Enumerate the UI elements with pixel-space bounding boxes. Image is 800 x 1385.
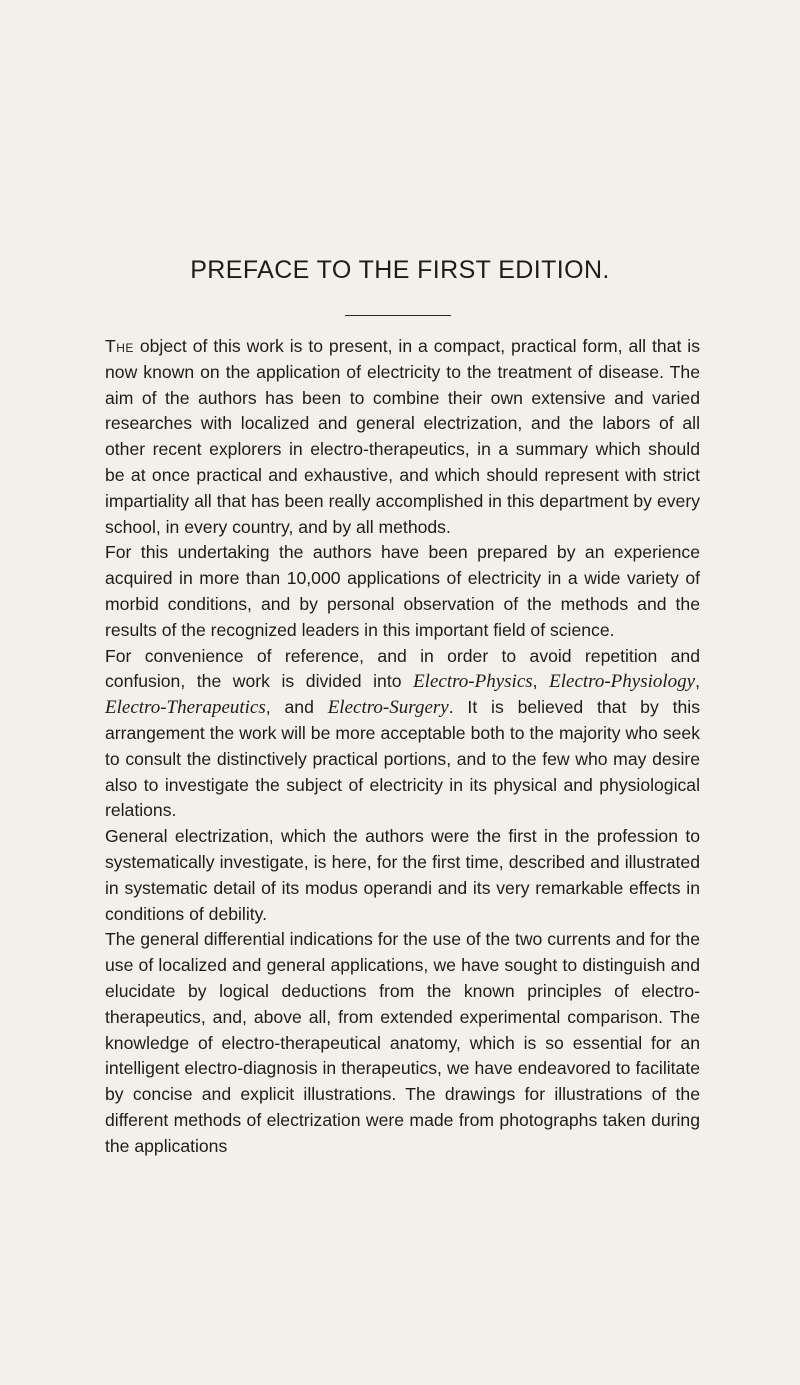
term-electro-surgery: Electro-Surgery — [327, 697, 449, 719]
paragraph-1 — [105, 334, 700, 540]
paragraph-2: For this undertaking the authors have been prepared by an experience acquired in more than 10,000 applications of electricity in a wide variety of morbid conditions, and by personal observation of the methods and the results of the recognized leaders in this important field of science. — [105, 542, 700, 640]
paragraph-5: The general differential indications for the use of the two currents and for the use of localized and general applications, we have sought to distinguish and elucidate by logical deductions from the known principles of electro-therapeutics, and, above all, from extended experimental comparison. The knowledge of electro-therapeutical anatomy, which is so essential for an intelligent electro-diagnosis in therapeutics, we have endeavored to facilitate by concise and explicit illustrations. The drawings for illustrations of the different methods of electrization were made from photographs taken during the applications — [105, 929, 700, 1156]
lead-word: The — [105, 336, 134, 356]
paragraph-3 — [105, 644, 700, 825]
page-title: PREFACE TO THE FIRST EDITION. — [190, 256, 610, 284]
term-electro-physics: Electro-Physics — [413, 671, 533, 693]
preface-body — [105, 334, 700, 1160]
paragraph-3-text-b: . It is believed that by this arrangement the work will be more acceptable both to the majority who seek to consult the distinctively practical portions, and to the few who may desire also to investigate the subject of electricity in its physical and physiological relations. — [105, 697, 700, 821]
term-electro-physiology: Electro-Physiology — [549, 671, 696, 693]
paragraph-3-text-a: For convenience of reference, and in order to avoid repetition and confusion, the work is divided into — [105, 645, 700, 692]
separator: , and — [265, 697, 328, 718]
paragraph-1-text: object of this work is to present, in a compact, practical form, all that is now known on the application of electricity to the treatment of disease. The aim of the authors has been to combine their own extensive and varied researches with localized and general electrization, and the labors of all other recent explorers in electro-therapeutics, in a summary which should be at once practical and exhaustive, and which should represent with strict impartiality all that has been really accomplished in this department by every school, in every country, and by all methods. — [105, 336, 700, 537]
paragraph-4: General electrization, which the authors were the first in the profession to systematically investigate, is here, for the first time, described and illustrated in systematic detail of its modus operandi and its very remarkable effects in conditions of debility. — [105, 826, 700, 924]
separator: , — [532, 671, 550, 692]
separator: , — [695, 671, 700, 692]
title-rule — [345, 315, 451, 316]
term-electro-therapeutics: Electro-Therapeutics — [105, 697, 266, 719]
